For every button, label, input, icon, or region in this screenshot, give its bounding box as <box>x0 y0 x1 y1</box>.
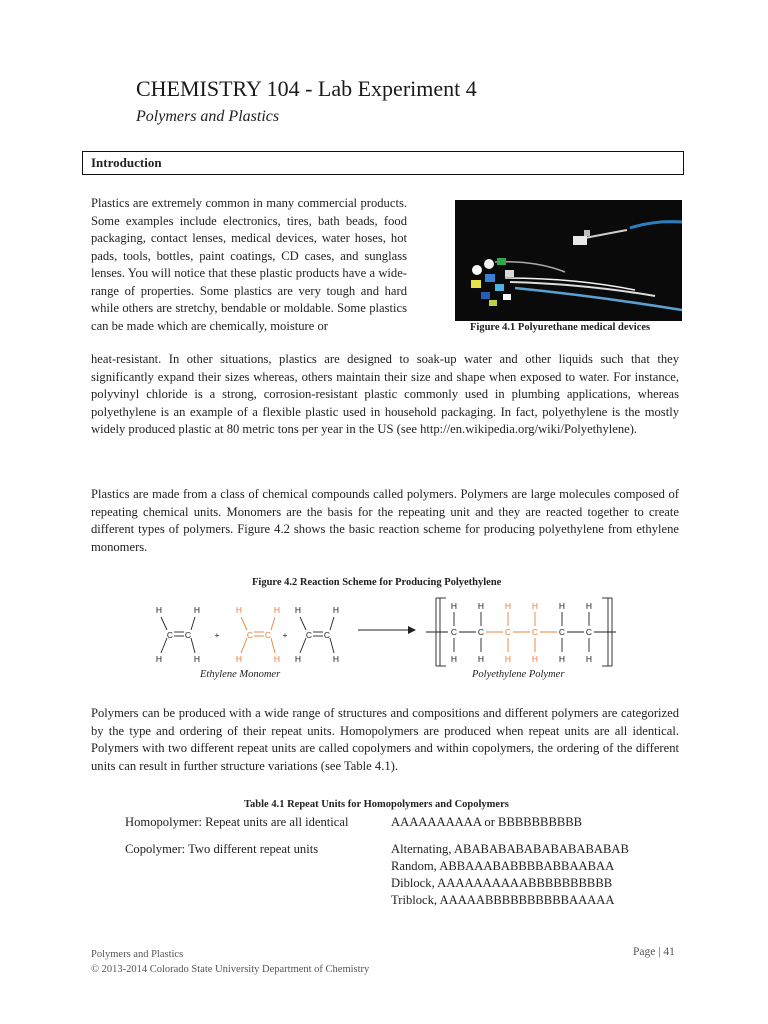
bond <box>330 638 334 653</box>
footer-left <box>91 947 369 977</box>
intro-paragraph-wrapped: Plastics are extremely common in many commercial products. Some examples include electronics, tires, bath beads, food packaging, contact lenses, medical devices, water hoses, hot pads, tools, bottles, paint coatings, CD cases, and sunglass lenses. You will notice that these plastic products have a wide-range of properties. Some plastics are very tough and hard while others are stretchy, bendable or moldable. Some plastics can be made which are chemically, moisture or <box>91 196 407 333</box>
table-row-label: Homopolymer: Repeat units are all identical <box>125 815 349 829</box>
page-subtitle: Polymers and Plastics <box>136 108 280 125</box>
atom-h: H <box>155 605 163 615</box>
footer-title: Polymers and Plastics <box>91 949 184 960</box>
figure1-caption: Figure 4.1 Polyurethane medical devices <box>470 322 651 333</box>
page-prefix: Page <box>633 946 656 958</box>
polymers-paragraph: Plastics are made from a class of chemical compounds called polymers. Polymers are large molecules composed of repeating chemical units. Monomers are the basis for the repeating unit and they are reacted together to create different types of polymers. Figure 4.2 shows the basic reaction scheme for producing polyethylene from ethylene monomers. <box>91 487 679 554</box>
polymer-label: Polyethylene Polymer <box>472 669 565 680</box>
page-number-value: 41 <box>663 946 675 958</box>
atom-h: H <box>273 605 281 615</box>
atom-h: H <box>273 654 281 664</box>
atom-h: H <box>477 601 485 611</box>
monomer-label: Ethylene Monomer <box>200 669 281 680</box>
table-caption: Table 4.1 Repeat Units for Homopolymers and Copolymers <box>244 799 509 810</box>
page-number <box>633 946 675 958</box>
bond <box>161 617 167 630</box>
atom-h: H <box>235 654 243 664</box>
atom-c: C <box>264 630 272 640</box>
polyethylene-chain <box>426 598 616 666</box>
atom-c: C <box>305 630 313 640</box>
bond <box>241 638 247 653</box>
ethylene-monomers <box>156 605 339 664</box>
atom-h: H <box>294 654 302 664</box>
atom-h: H <box>504 654 512 664</box>
section-heading-box <box>82 151 684 175</box>
bond <box>300 638 306 653</box>
bond <box>330 617 334 630</box>
atom-c: C <box>323 630 331 640</box>
section-heading: Introduction <box>91 155 162 170</box>
atom-h: H <box>450 601 458 611</box>
atom-c: C <box>246 630 254 640</box>
atom-h: H <box>235 605 243 615</box>
bond <box>161 638 167 653</box>
bond <box>271 638 275 653</box>
atom-h: H <box>193 605 201 615</box>
page-separator: | <box>658 946 661 958</box>
atom-c: C <box>585 627 593 637</box>
atom-c: C <box>558 627 566 637</box>
reaction-arrow-icon <box>408 626 416 634</box>
atom-h: H <box>531 654 539 664</box>
bond <box>300 617 306 630</box>
figure2-caption: Figure 4.2 Reaction Scheme for Producing Polyethylene <box>252 577 502 588</box>
atom-h: H <box>477 654 485 664</box>
atom-h: H <box>504 601 512 611</box>
atom-h: H <box>193 654 201 664</box>
bond <box>191 638 195 653</box>
atom-c: C <box>477 627 485 637</box>
plus-sign: + <box>282 630 288 640</box>
atom-c: C <box>531 627 539 637</box>
atom-h: H <box>585 601 593 611</box>
page-title: CHEMISTRY 104 - Lab Experiment 4 <box>136 76 477 101</box>
atom-c: C <box>450 627 458 637</box>
atom-h: H <box>450 654 458 664</box>
intro-paragraph-continued: heat-resistant. In other situations, plastics are designed to soak-up water and other liquids such that they significantly expand their sizes whereas, others maintain their size and shape when exposed to water. For instance, polyvinyl chloride is a strong, corrosion-resistant plastic commonly used in plumbing applications, whereas polyethylene is an example of a flexible plastic used in household packaging. In fact, polyethylene is the mostly widely produced plastic at 80 metric tons per year in the US (see http://en.wikipedia.org/wiki/Polyethylene). <box>91 352 679 436</box>
atom-h: H <box>332 654 340 664</box>
copolymers-paragraph: Polymers can be produced with a wide range of structures and compositions and different polymers are categorized by the type and ordering of their repeat units. Homopolymers are produced when repeat units are all identical. Polymers with two different repeat units are called copolymers and within copolymers, the ordering of the different units can result in further structure variations (see Table 4.1). <box>91 706 679 773</box>
table-row-value: Random, ABBAAABABBBBABBAABAA <box>391 859 615 873</box>
atom-h: H <box>585 654 593 664</box>
atom-c: C <box>166 630 174 640</box>
bond <box>241 617 247 630</box>
bond <box>271 617 275 630</box>
bond <box>191 617 195 630</box>
plus-sign: + <box>214 630 220 640</box>
table-row-value: Alternating, ABABABABABABABABABAB <box>391 842 629 856</box>
atom-h: H <box>332 605 340 615</box>
table-row-value: Triblock, AAAAABBBBBBBBBBAAAAA <box>391 893 615 907</box>
table-row-value: AAAAAAAAAA or BBBBBBBBBB <box>391 815 583 829</box>
atom-h: H <box>294 605 302 615</box>
atom-h: H <box>558 654 566 664</box>
atom-h: H <box>155 654 163 664</box>
atom-c: C <box>504 627 512 637</box>
atom-h: H <box>558 601 566 611</box>
atom-h: H <box>531 601 539 611</box>
atom-c: C <box>184 630 192 640</box>
medical-devices-photo <box>455 200 682 321</box>
footer-copyright: © 2013-2014 Colorado State University Department of Chemistry <box>91 964 370 975</box>
table-row-value: Diblock, AAAAAAAAAABBBBBBBBBB <box>391 876 613 890</box>
table-row-label: Copolymer: Two different repeat units <box>125 842 319 856</box>
